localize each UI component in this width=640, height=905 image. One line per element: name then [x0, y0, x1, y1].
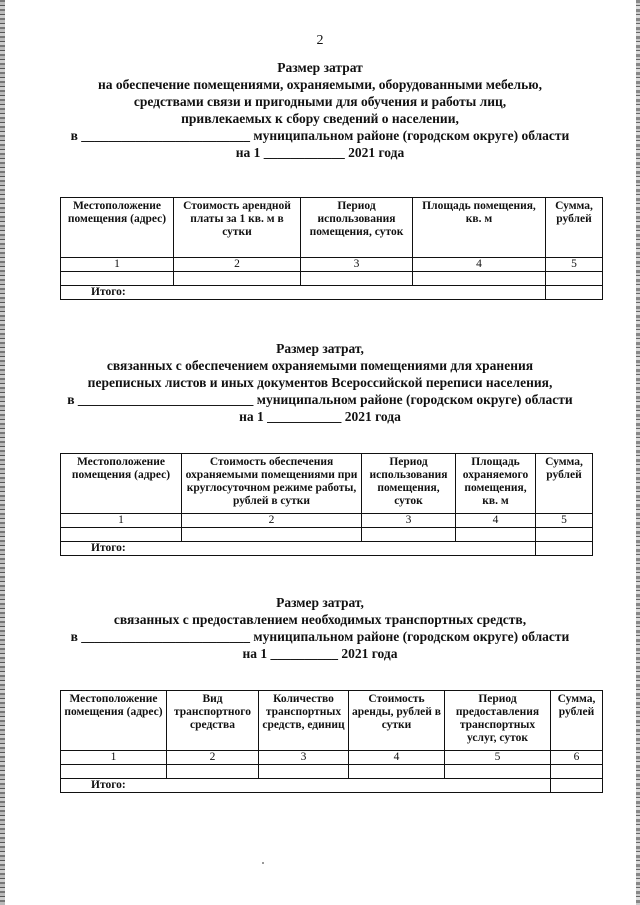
column-number: 1 [61, 258, 174, 272]
column-header: Площадь помещения, кв. м [413, 198, 546, 258]
column-header: Сумма, рублей [551, 691, 603, 751]
section-3-district-line: в _________________________ муниципальном районе (городском округе) области [70, 629, 570, 644]
table-cell[interactable] [445, 765, 551, 779]
column-number-row [61, 514, 593, 528]
column-number: 6 [551, 751, 603, 765]
section-1-heading-line: привлекаемых к сбору сведений о населении, [181, 111, 459, 126]
column-header: Период предоставления транспортных услуг, суток [445, 691, 551, 751]
section-2-district-line: в __________________________ муниципальном районе (городском округе) области [67, 392, 573, 407]
column-header: Период использования помещения, суток [301, 198, 413, 258]
table-cell[interactable] [362, 528, 456, 542]
section-1-date-line: на 1 ____________ 2021 года [235, 145, 405, 160]
table-cell[interactable] [301, 272, 413, 286]
section-2-heading [40, 340, 600, 425]
column-header: Стоимость аренды, рублей в сутки [349, 691, 445, 751]
table-cell[interactable] [259, 765, 349, 779]
total-label: Итого: [61, 286, 546, 300]
column-number: 3 [362, 514, 456, 528]
table-cell[interactable] [167, 765, 259, 779]
total-value-cell[interactable] [546, 286, 603, 300]
section-1-district-line: в _________________________ муниципальном районе (городском округе) области [70, 128, 570, 143]
table-row [61, 528, 593, 542]
table-row [61, 272, 603, 286]
column-header: Местоположение помещения (адрес) [61, 691, 167, 751]
column-number: 3 [259, 751, 349, 765]
column-header: Местоположение помещения (адрес) [61, 454, 182, 514]
column-number: 2 [182, 514, 362, 528]
total-row [61, 286, 603, 300]
section-3-heading-line: связанных с предоставлением необходимых транспортных средств, [113, 612, 527, 627]
column-number: 4 [456, 514, 536, 528]
column-number: 3 [301, 258, 413, 272]
column-header: Сумма, рублей [536, 454, 593, 514]
section-2-date-line: на 1 ___________ 2021 года [239, 409, 401, 424]
total-value-cell[interactable] [551, 779, 603, 793]
section-2-table [60, 453, 593, 556]
column-number: 5 [445, 751, 551, 765]
column-number: 1 [61, 751, 167, 765]
column-number: 2 [167, 751, 259, 765]
scan-edge-right [636, 0, 640, 905]
scan-speck [262, 862, 264, 864]
scan-edge-left [0, 0, 5, 905]
column-number: 5 [536, 514, 593, 528]
table-cell[interactable] [349, 765, 445, 779]
section-2-heading-line: связанных с обеспечением охраняемыми помещениями для хранения [106, 358, 534, 373]
column-header: Стоимость обеспечения охраняемыми помещениями при круглосуточном режиме работы, рублей в сутки [182, 454, 362, 514]
section-3-title: Размер затрат, [276, 595, 364, 610]
total-label: Итого: [61, 542, 536, 556]
table-cell[interactable] [182, 528, 362, 542]
section-3-heading [40, 594, 600, 662]
section-1-table [60, 197, 603, 300]
table-cell[interactable] [174, 272, 301, 286]
table-cell[interactable] [546, 272, 603, 286]
table-header-row [61, 691, 603, 751]
section-2-heading-line: переписных листов и иных документов Всероссийской переписи населения, [87, 375, 553, 390]
total-row [61, 779, 603, 793]
section-3-table [60, 690, 603, 793]
column-number: 1 [61, 514, 182, 528]
table-cell[interactable] [413, 272, 546, 286]
column-header: Период использования помещения, суток [362, 454, 456, 514]
section-3-date-line: на 1 __________ 2021 года [242, 646, 398, 661]
table-cell[interactable] [61, 528, 182, 542]
table-header-row [61, 198, 603, 258]
table-cell[interactable] [61, 765, 167, 779]
table-cell[interactable] [456, 528, 536, 542]
column-header: Количество транспортных средств, единиц [259, 691, 349, 751]
column-number: 4 [349, 751, 445, 765]
table-header-row [61, 454, 593, 514]
column-number: 5 [546, 258, 603, 272]
table-cell[interactable] [551, 765, 603, 779]
total-row [61, 542, 593, 556]
section-1-heading-line: на обеспечение помещениями, охраняемыми, оборудованными мебелью, [98, 77, 542, 92]
column-header: Местоположение помещения (адрес) [61, 198, 174, 258]
table-cell[interactable] [536, 528, 593, 542]
section-1-title: Размер затрат [277, 60, 363, 75]
table-cell[interactable] [61, 272, 174, 286]
column-number: 2 [174, 258, 301, 272]
column-number: 4 [413, 258, 546, 272]
total-value-cell[interactable] [536, 542, 593, 556]
column-number-row [61, 751, 603, 765]
page-number: 2 [316, 33, 324, 48]
column-number-row [61, 258, 603, 272]
total-label: Итого: [61, 779, 551, 793]
section-1-heading [40, 59, 600, 161]
section-1-heading-line: средствами связи и пригодными для обучения и работы лиц, [133, 94, 507, 109]
column-header: Сумма, рублей [546, 198, 603, 258]
column-header: Площадь охраняемого помещения, кв. м [456, 454, 536, 514]
section-2-title: Размер затрат, [276, 341, 364, 356]
column-header: Стоимость арендной платы за 1 кв. м в сутки [174, 198, 301, 258]
table-row [61, 765, 603, 779]
column-header: Вид транспортного средства [167, 691, 259, 751]
